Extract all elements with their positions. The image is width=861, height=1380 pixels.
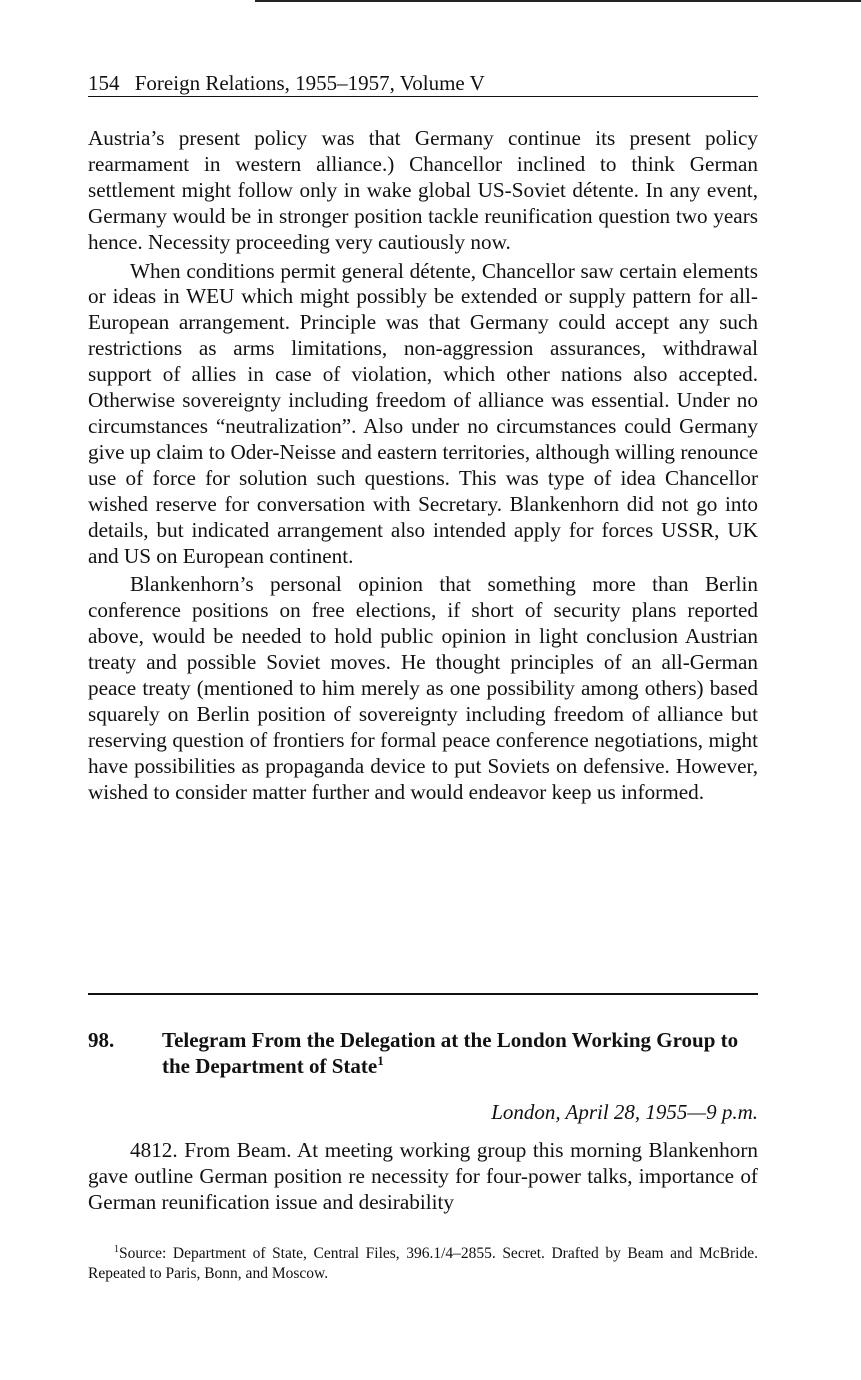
paragraph-continued: Austria’s present policy was that Germany continue its present policy rearmament in western alliance.) Chancellor inclined to think German settlement might follow only in wake global US-Soviet détente. In any event, Germany would be in stronger position tackle reunification question two years hence. Necessity proceeding very cautiously now. [88, 126, 758, 254]
title-footnote-marker[interactable]: 1 [377, 1053, 384, 1068]
document-body-text: 4812. From Beam. At meeting working group this morning Blankenhorn gave outline German position re necessity for four-power talks, importance of German reunification issue and desirability [88, 1138, 758, 1214]
top-edge-rule [255, 0, 861, 2]
footnote-marker: 1 [114, 1243, 119, 1255]
page-number: 154 [88, 71, 120, 95]
paragraph-blankenhorn-opinion: Blankenhorn’s personal opinion that something more than Berlin conference positions on free elections, if short of security plans reported above, would be needed to hold public opinion in light conclusion Austrian treaty and possible Soviet moves. He thought principles of an all-German peace treaty (mentioned to him merely as one possibility among others) based squarely on Berlin position of sovereignty including freedom of alliance but reserving question of frontiers for formal peace conference negotiations, might have possibilities as propaganda device to put Soviets on defensive. However, wished to consider matter further and would endeavor keep us informed. [88, 572, 758, 804]
section-divider [88, 993, 758, 995]
continued-document-text [88, 126, 758, 809]
document-number: 98. [88, 1028, 115, 1052]
paragraph-detente: When conditions permit general détente, Chancellor saw certain elements or ideas in WEU which might possibly be extended or supply pattern for all-European arrangement. Principle was that Germany could accept any such restrictions as arms limitations, non-aggression assurances, withdrawal support of allies in case of violation, which other nations also accepted. Otherwise sovereignty including freedom of alliance was essential. Under no circumstances “neutralization”. Also under no circumstances could Germany give up claim to Oder-Neisse and eastern territories, although willing renounce use of force for solution such questions. This was type of idea Chancellor wished reserve for conversation with Secretary. Blankenhorn did not go into details, but indicated arrangement also intended apply for forces USSR, UK and US on European continent. [88, 258, 758, 568]
footnote [88, 1244, 758, 1284]
running-header [88, 70, 758, 97]
footnote-text: Source: Department of State, Central Files, 396.1/4–2855. Secret. Drafted by Beam and McBride. Repeated to Paris, Bonn, and Moscow. [88, 1245, 758, 1282]
dateline: London, April 28, 1955—9 p.m. [491, 1100, 758, 1124]
document-title [162, 1027, 742, 1079]
running-title: Foreign Relations, 1955–1957, Volume V [134, 71, 485, 95]
document-title-text: Telegram From the Delegation at the London Working Group to the Department of State [162, 1028, 739, 1078]
